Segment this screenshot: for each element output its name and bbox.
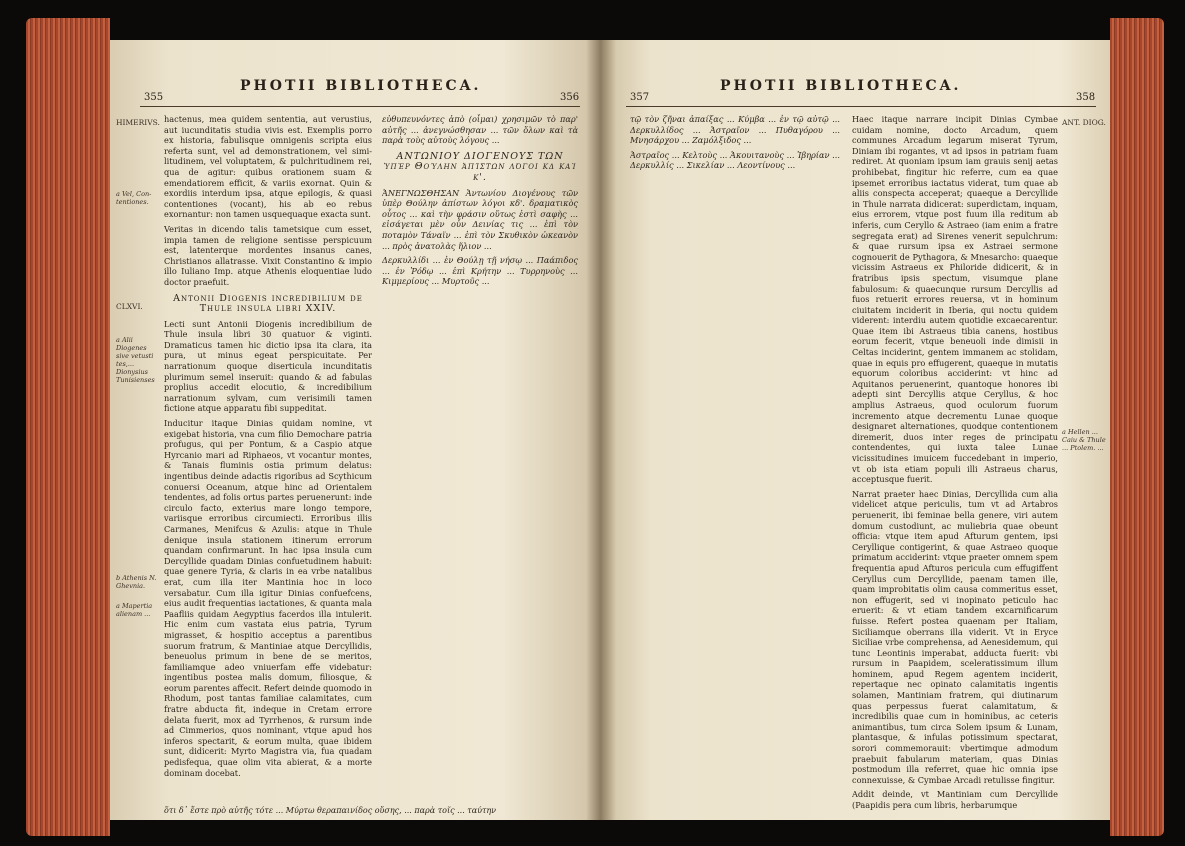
latin-column-left bbox=[164, 114, 372, 814]
greek-paragraph-1: εὐθυπευνόντες ἀπὸ (οἶμαι) χρησιμῶν τὸ παρ' αὐτῆς ... ἀνεγνώσθησαν ... τῶν ὅλων καὶ τὰ παρὰ τοὺς αὐτοὺς λόγους ... bbox=[382, 114, 578, 146]
page-edges-left bbox=[26, 18, 110, 836]
greek-section-heading: ΑΝΤΩΝΙΟΥ ΔΙΟΓΕΝΟΥΣ ΤΩΝ ὑπὲρ Θούλην ἀπίστων λόγοι κδ καὶ κ'. bbox=[383, 150, 577, 183]
latin-paragraph-2: Veritas in dicendo talis tametsique cum esset, impia tamen de religione sentisse perspicuum est, latenterque mordentes insanus canes, Christianos allatrasse. Vixit Constantino & impio illo Iuliano Imp. atque Athenis eloquentiae ludo doctor praefuit. bbox=[164, 223, 372, 287]
left-running-head: PHOTII BIBLIOTHECA. bbox=[240, 78, 482, 94]
margin-tag-clxvi: CLXVI. bbox=[116, 302, 143, 311]
greek-paragraph-2: ἈΝΕΓΝΩΣΘΗΣΑΝ Ἀντωνίου Διογένους τῶν ὑπὲρ Θούλην ἀπίστων λόγοι κδ'. δραματικὸς οὗτος ... καὶ τὴν φράσιν οὕτως ἐστὶ σαφὴς ... εἰσάγεται μὲν οὖν Δεινίας τις ... ἐπὶ τὸν ποταμὸν Τάναϊν ... ἐπὶ τὸν Σκυθικὸν ὠκεανὸν ... πρὸς ἀνατολὰς ἥλιον ... bbox=[382, 187, 578, 251]
right-running-head: PHOTII BIBLIOTHECA. bbox=[720, 78, 962, 94]
latin-paragraph-4: Inducitur itaque Dinias quidam nomine, vt exigebat historia, vna cum filio Democharе patria profugus, qui per Pontum, & a Caspio atque Hyrcanio mari ad Riphaeos, vt vocantur montes, & Tanais fluminis ostia primum delatus: ingentibus deinde adactis rigoribus ad Scythicum conuersi Oceanum, atque hinc ad Orientalem tendentes, ad folis ortus partes peruenerunt: inde circulo facto, exterius mare longo tempore, variisque erroribus circumiecti. Erroribus illis Carmanes, Menifcus & Azulis: atque in Thule denique insula stationem itinerum errorum quandam confirmarunt. In hac ipsa insula cum Dercyllide quadam Dinias confuetudinem habuit: quae genere Tyria, & claris in ea vrbe natalibus erat, cum illa iter Mantinia hoc in loco versabatur. Cum illa igitur Dinias confuefcens, eius audit frequentias iactationes, & quanta mala Paafliis quidam Aegyptius facerdos illa intulerit. Hic enim cum vastata eius patria, Tyrum migrasset, & hospitio acceptus a parentibus suorum fratrum, & Mantiniae atque Dercyllidis, beneuolus primum in bene de se meritos, familiamque adeo vniuerfam effe videbatur: ingentibus postea malis domum, filiosque, & eorum parentes affecit. Refert deinde quomodo in Rhodum, post tantas familiae calamitates, cum fratre abducta fit, indeque in Cretam errore delata fuerit, mox ad Tyrrhenos, & rursum inde ad Cimmerios, quos nominant, vtque apud hos inferos spectarit, & eorum multa, quae ibidem sunt, didicerit: Myrto Magistra via, fua quadam pedisfequa, quae olim vita abierat, & a morte dominam docebat. bbox=[164, 418, 372, 778]
greek-column-right bbox=[630, 114, 840, 814]
greek-paragraph-r1: τῷ τὸν ζῆναι ἀπαίξας ... Κύμβα ... ἐν τῷ αὐτῷ ... Δερκυλλίδος ... Ἀστραῖον ... Πυθαγόρου ... Μνησάρχου ... Ζαμόλξιδος ... bbox=[630, 114, 840, 146]
book-gutter bbox=[586, 40, 616, 820]
latin-paragraph-3: Lecti sunt Antonii Diogenis incredibilium de Thule insula libri 30 quatuor & viginti. Dramaticus tamen hic dictio ipsa ita clara, ita pura, ut minus egeat perspicuitate. Per narrationum quoque diserticula incunditatis plurimum semel inseruit: quando & ad fabulas proplius accedit elocutio, & incredibilium narrationum sylvam, cum verisimili tamen fictione atque apparatu fibi suppeditat. bbox=[164, 318, 372, 414]
right-page bbox=[600, 40, 1110, 820]
left-page bbox=[110, 40, 600, 820]
latin-paragraph-1: hactenus, mea quidem sententia, aut verustius, aut iucunditatis studia vivis est. Exemplis porro ex historia, fabulisque omnigenis scripta eius referta sunt, vel ad demonstrationem, vel simi-litudinem, vel voluptatem, & pulchritudinem rei, qua de agitur: quibus orationem suam & emendatiorem efficit, & variis exornat. Quin & exordiis interdum ipsa, atque epilogis, & quasi contentiones (vocant), his ab eo rebus exornantur: non tamen usquequaque exacta sunt. bbox=[164, 114, 372, 220]
open-book bbox=[26, 18, 1164, 836]
page-number-358: 358 bbox=[1076, 92, 1096, 103]
greek-column-left bbox=[382, 114, 578, 814]
greek-footer-line: ὅτι δ᾽ ἕστε πρὸ αὐτῆς τότε ... Μύρτω θεραπαινίδος οὔσης, ... παρὰ τοῖς ... ταύτην bbox=[164, 806, 497, 815]
latin-paragraph-r1: Haec itaque narrare incipit Dinias Cymbae cuidam nomine, docto Arcadum, quem communes Arcadum legarum miserat Tyrum, Diniam ibi rogantes, vt ad ipsos in patriam fuam rediret. At quoniam ipsum iam grauis senij aetas prohibebat, fingitur hic referre, cum ea quae ipsemet erroribus iactatus viderat, tum quae ab aliis conspecta acceperat; quaeque a Dercyllide in Thule narrata didicerat: superdictam, inquam, eius errorem, vtque post fuum illa reditum ab inferis, cum Ceryllo & Astraeo (iam enim a fratre segregata erat) ad Sirenes venerit sepulchrum: & quae rursum ipsa ex Astraei sermone cognouerit de Pythagora, & Mnesarcho: quaeque vicissim Astraeus ex Philoride didicerit, & in fratribus ipsis spectum, visumque plane fabulosum: & quaecunque rursum Dercyllis ad fuos retuerit errores reuersa, vt in hominum ciuitatem inciderit in Iberia, qui noctu quidem viderent: interdiu autem quotidie excaecarentur. Quae item ibi Astraeus tibia canens, hostibus eorum fecerit, vtque beneuoli inde dimisii in Celtas inciderint, gentem immanem ac stolidam, quae in equis pro effugerent, quaeque in mutatis equorum coloribus acciderint: vt hinc ad Aquitanos peruenerint, quantoque honores ibi adepti sint Dercyllis atque Ceryllus, & hoc amplius Astraeus, quod oculorum fuorum incremento atque decrementu Lunae quoque designaret alternationes, quodque contentionem diremerit, duos inter reges de principatu contendentes, qui iuxta talee Lunae vicissitudines imuicem fuccedebant in imperio, vt ob ista etiam populi illi Astraeus charus, acceptusque fuerit. bbox=[852, 114, 1058, 485]
margin-tag-himerius: HIMERIVS. bbox=[116, 118, 160, 127]
margin-note-1: a Vel, Con-tentiones. bbox=[116, 190, 152, 206]
latin-paragraph-r3: Addit deinde, vt Mantiniam cum Dercyllide (Paapidis pera cum libris, herbarumque bbox=[852, 789, 1058, 810]
margin-note-right: a Hellen ... Caiu & Thule ... Ptolem. ... bbox=[1062, 428, 1106, 452]
margin-note-2: a Alii Diogenes sive vetusti tes,... Dionysius Tunisienses bbox=[116, 336, 155, 384]
margin-note-3: b Athenis N. Ghevnia. bbox=[116, 574, 157, 590]
page-number-356: 356 bbox=[560, 92, 580, 103]
latin-column-right bbox=[852, 114, 1058, 820]
greek-paragraph-r2: Ἀστραῖος ... Κελτοὺς ... Ἀκουιτανοὺς ... Ἰβηρίαν ... Δερκυλλίς ... Σικελίαν ... Λεοντίνους ... bbox=[630, 149, 840, 171]
page-edges-right bbox=[1110, 18, 1164, 836]
latin-section-heading: Antonii Diogenis incredibilium de Thule insula libri XXIV. bbox=[173, 292, 363, 315]
margin-tag-ant-diog: ANT. DIOG. bbox=[1062, 118, 1106, 127]
header-rule-right bbox=[626, 106, 1096, 107]
margin-note-4: a Mapertia alienam ... bbox=[116, 602, 153, 618]
latin-paragraph-r2: Narrat praeter haec Dinias, Dercyllida cum alia videlicet atque periculis, tum vt ad Artabros peruenerit, ibi feminae bella genere, viri autem domum custodiunt, ac muliebria quae obeunt officia: vtque item apud Afturum gentem, ipsi Ceryllique contigerint, & quae Astraeo quoque primatum acciderint: vtque praeter omnem spem frequentia apud Afturos pericula cum effugiffent Ceryllus cum Dercyllide, paenam tamen ille, quam improbitatis olim causa commeritus esset, non effugerit, sed vi inopinato peticulo hac eruerit: & vt etiam tandem excarnificarum fuisse. Refert postea quaenam per Italiam, Siciliamque oberrans illa viderit. Vt in Eryce Siciliae vrbe comprehensa, ad Aenesidemum, qui tunc Leontinis imperabat, adducta fuerit: vbi rursum in Paapidem, sceleratissimum illum hominem, apud Regem agentem inciderit, repertaque nec opinato calamitatis ingentis solamen, Mantiniam fratrem, qui diutinarum quas perpessus fuerat calamitatum, & incredibilis quae cum in hominibus, ac ceteris animantibus, tum circa Solem ipsum & Lunam, plantasque, & infulas potissimum spectarat, sorori commemorauit: vbertimque admodum praebuit fabularum materiam, quas Dinias postmodum illa referret, quae hic omnia ipse connexuisse, & Cymbae Arcadi retulisse fingitur. bbox=[852, 488, 1058, 785]
greek-paragraph-3: Δερκυλλίδι ... ἐν Θούλῃ τῇ νήσῳ ... Παάπιδος ... ἐν Ῥόδῳ ... ἐπὶ Κρήτην ... Τυρρηνοὺς ... Κιμμερίους ... Μυρτοῦς ... bbox=[382, 255, 578, 287]
page-number-357: 357 bbox=[630, 92, 650, 103]
header-rule bbox=[140, 106, 580, 107]
page-number-355: 355 bbox=[144, 92, 164, 103]
